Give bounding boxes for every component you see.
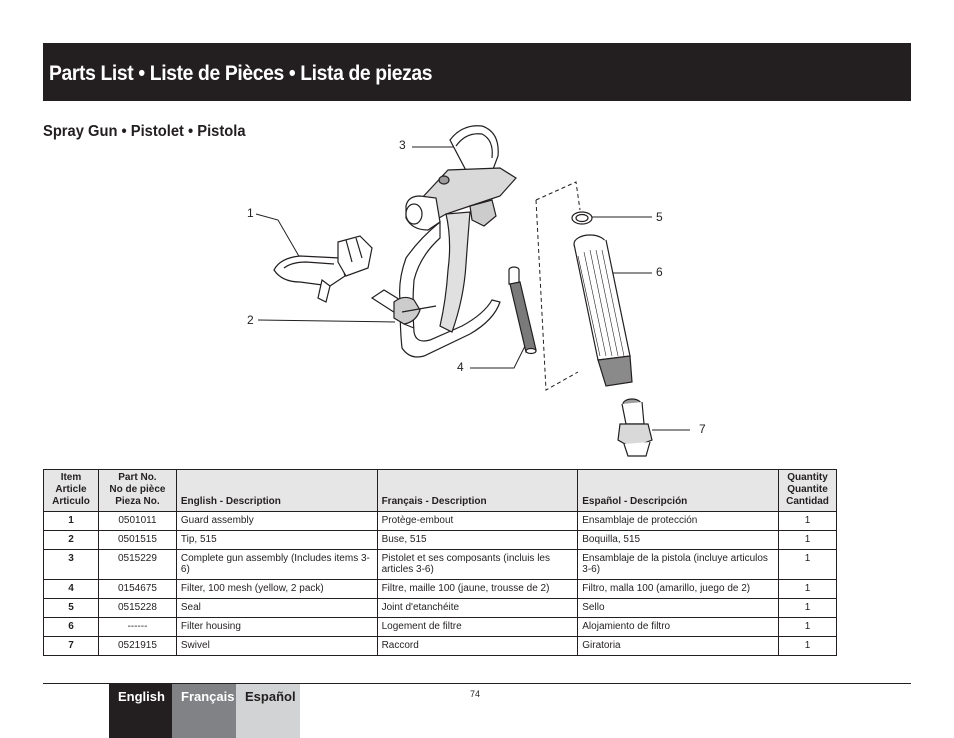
header-french-description: Français - Description [377,470,578,512]
table-row [44,599,837,618]
french-description: Joint d'etanchéite [377,599,578,618]
english-description: Guard assembly [176,512,377,531]
part-number: 0515228 [98,599,176,618]
seal-illustration [572,212,592,224]
filter-illustration [509,267,536,354]
part-number: 0501515 [98,531,176,550]
header-quantity-es: Cantidad [786,496,829,507]
part-number: 0154675 [98,580,176,599]
spanish-description: Ensamblaje de protección [578,512,779,531]
english-description: Seal [176,599,377,618]
spanish-description: Alojamiento de filtro [578,618,779,637]
header-item-en: Item [60,472,82,483]
english-description: Swivel [176,637,377,656]
english-description: Tip, 515 [176,531,377,550]
header-spanish-description: Español - Descripción [578,470,779,512]
english-description: Filter housing [176,618,377,637]
gun-body-illustration [400,126,516,357]
table-row [44,512,837,531]
header-item-es: Articulo [52,496,90,507]
part-number: 0521915 [98,637,176,656]
french-description: Protège-embout [377,512,578,531]
tab-spanish[interactable] [236,684,300,738]
spanish-description: Ensamblaje de la pistola (incluye articulos 3-6) [578,550,779,580]
header-english-description: English - Description [176,470,377,512]
quantity: 1 [778,531,836,550]
english-description: Filter, 100 mesh (yellow, 2 pack) [176,580,377,599]
quantity: 1 [778,550,836,580]
table-row [44,580,837,599]
filter-housing-illustration [574,235,632,386]
parts-table [43,469,837,656]
quantity: 1 [778,599,836,618]
item-number: 7 [44,637,99,656]
page-number: 74 [470,689,481,699]
table-row [44,550,837,580]
french-description: Logement de filtre [377,618,578,637]
header-quantity [778,470,836,512]
part-number: 0501011 [98,512,176,531]
leader-line-2 [258,320,395,322]
guard-assembly-illustration [274,236,372,302]
spanish-description: Boquilla, 515 [578,531,779,550]
spanish-description: Filtro, malla 100 (amarillo, juego de 2) [578,580,779,599]
table-row [44,531,837,550]
table-row [44,618,837,637]
french-description: Buse, 515 [377,531,578,550]
header-part-fr: No de pièce [109,484,166,495]
tab-french-label: Français [181,689,235,704]
leader-line-4 [470,340,528,368]
table-row [44,637,837,656]
callout-4: 4 [457,360,464,374]
part-number: ------ [98,618,176,637]
callout-2: 2 [247,313,254,327]
callout-6: 6 [656,265,663,279]
quantity: 1 [778,618,836,637]
item-number: 4 [44,580,99,599]
item-number: 3 [44,550,99,580]
header-part-es: Pieza No. [115,496,160,507]
header-quantity-fr: Quantite [787,484,828,495]
swivel-illustration [618,399,652,456]
tab-french[interactable] [172,684,236,738]
item-number: 1 [44,512,99,531]
quantity: 1 [778,580,836,599]
header-part-en: Part No. [118,472,157,483]
header-item-fr: Article [55,484,87,495]
header-part-number [98,470,176,512]
header-quantity-en: Quantity [787,472,828,483]
item-number: 2 [44,531,99,550]
french-description: Pistolet et ses composants (incluis les articles 3-6) [377,550,578,580]
header-item [44,470,99,512]
quantity: 1 [778,637,836,656]
tab-spanish-label: Español [245,689,296,704]
part-number: 0515229 [98,550,176,580]
item-number: 6 [44,618,99,637]
table-header-row [44,470,837,512]
tab-english[interactable] [109,684,172,738]
leader-line-1 [256,214,300,258]
callout-5: 5 [656,210,663,224]
callout-1: 1 [247,206,254,220]
spanish-description: Sello [578,599,779,618]
quantity: 1 [778,512,836,531]
spanish-description: Giratoria [578,637,779,656]
callout-7: 7 [699,422,706,436]
tab-english-label: English [118,689,165,704]
section-title: Spray Gun • Pistolet • Pistola [43,123,246,140]
callout-3: 3 [399,138,406,152]
item-number: 5 [44,599,99,618]
page-title: Parts List • Liste de Pièces • Lista de piezas [49,62,433,85]
english-description: Complete gun assembly (Includes items 3-6) [176,550,377,580]
french-description: Filtre, maille 100 (jaune, trousse de 2) [377,580,578,599]
french-description: Raccord [377,637,578,656]
